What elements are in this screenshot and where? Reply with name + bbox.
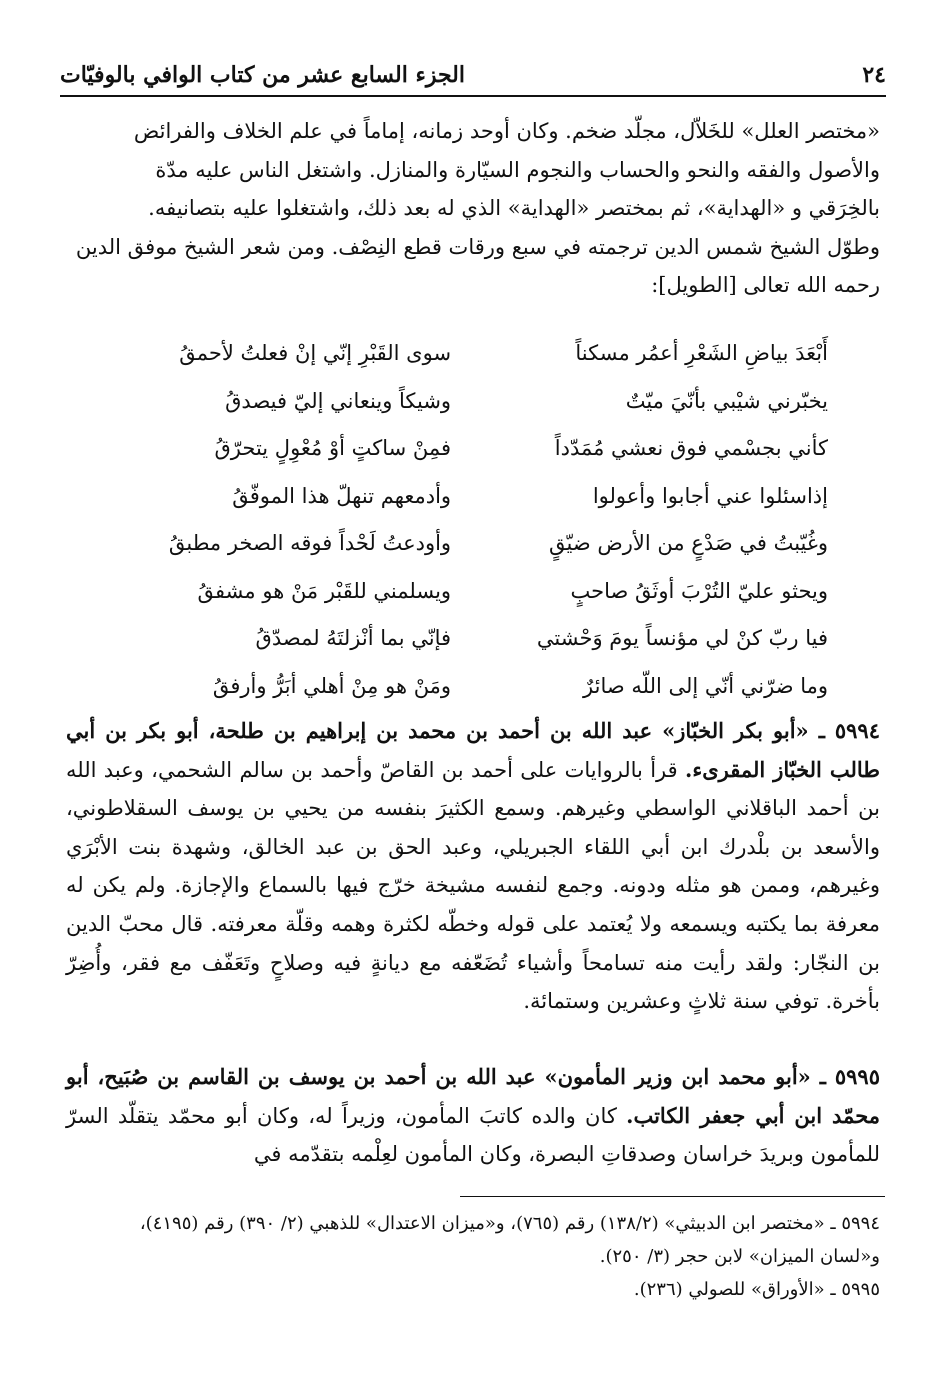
verse-second-hemistich: ويسلمني للقَبْر مَنْ هو مشفقُ [197,578,452,603]
verse-first-hemistich: فيا ربّ كنْ لي مؤنساً يومَ وَحْشتي [536,626,828,650]
verse-first-hemistich: وغُيّبتُ في صَدْعٍ من الأرض ضيّقٍ [549,531,828,555]
verse-second-hemistich: سوى القَبْرِ إنّي إنْ فعلتُ لأحمقُ [179,341,452,365]
entry-5994 [66,712,880,1021]
verse [130,520,828,568]
page-number: ٢٤ [862,62,886,88]
entry-body: كان والده كاتبَ المأمون، وزيراً له، وكان أبو محمّد يتقلّد السرّ للمأمون وبريدَ خراسان وصدقاتِ البصرة، وكان المأمون لعِلْمه بتقدّمه في [66,1103,880,1167]
verse-first-hemistich: كأني بجسْمي فوق نعشي مُمَدّداً [554,436,828,460]
footnote-line: ٥٩٩٥ ـ «الأوراق» للصولي (٢٣٦). [633,1279,880,1300]
footnote-line: ٥٩٩٤ ـ «مختصر ابن الدبيثي» (١٣٨/٢) رقم (٧٦٥)، و«ميزان الاعتدال» للذهبي (٢/ ٣٩٠) رقم (٤١٩٥)، [139,1213,880,1234]
entry-5995 [66,1058,880,1174]
footnote-line: و«لسان الميزان» لابن حجر (٣/ ٢٥٠). [599,1246,880,1267]
entry-heading: ٥٩٩٥ ـ «أبو محمد ابن وزير المأمون» عبد الله بن أحمد بن يوسف بن القاسم بن صُبَيح، أبو محمّد ابن أبي جعفر الكاتب. [66,1064,880,1128]
verse-first-hemistich: ويحثو عليّ التُرْبَ أوثَقُ صاحبٍ [570,578,828,603]
intro-line: والأصول والفقه والنحو والحساب والنجوم السيّارة والمنازل. واشتغل الناس عليه مدّة [155,157,880,182]
entry-body: قرأ بالروايات على أحمد بن القاصّ وأحمد بن سالم الشحمي، وعبد الله بن أحمد الباقلاني الواسطي وغيرهم. وسمع الكثيرَ بنفسه من يحيي بن يوسف السقلاطوني، والأسعد بن بلْدرك ابن أبي اللقاء الجبريلي، وعبد الحق بن عبد الخالق، وشهدة بنت الأبْرَي وغيرهم، وممن هو مثله ودونه. وجمع لنفسه مشيخة خرّج فيها بالسماع والإجازة. ولم يكن له معرفة بما يكتبه ويسمعه ولا يُعتمد على قوله وخطّه لكثرة وهمه وقلّة معرفته. قال محبّ الدين بن النجّار: ولقد رأيت منه تسامحاً وأشياء تُضَعّفه مع ديانةٍ فيه وصلاحٍ وتَعَفّف مع فقر، وأُضِرّ بأخرة. توفي سنة ثلاثٍ وعشرين وستمائة. [66,757,880,1014]
verse-second-hemistich: وشيكاً وينعاني إليّ فيصدقُ [225,388,452,413]
verse-second-hemistich: ومَنْ هو مِنْ أهلي أبَرُّ وأرفقُ [212,673,452,698]
verse-first-hemistich: وما ضرّني أنّي إلى اللّه صائرٌ [583,673,828,698]
running-title: الجزء السابع عشر من كتاب الوافي بالوفيّات [60,62,465,88]
entry-heading: ٥٩٩٤ ـ «أبو بكر الخبّاز» عبد الله بن أحمد بن محمد بن إبراهيم بن طلحة، أبو بكر بن أبي طالب الخبّاز المقرىء. [66,718,880,782]
verse-second-hemistich: فإنّي بما أنْزلتَهُ لمصدّقُ [255,626,452,650]
poem [130,330,828,710]
verse-first-hemistich: إذاسئلوا عني أجابوا وأعولوا [592,483,828,508]
verse [130,473,828,521]
intro-line: «مختصر العلل» للخَلاّل، مجلّد ضخم. وكان أوحد زمانه، إماماً في علم الخلاف والفرائض [133,119,880,143]
verse [130,425,828,473]
footnotes [66,1207,880,1306]
verse [130,568,828,616]
verse-second-hemistich: وأودعتُ لَحْداً فوقه الصخر مطبقُ [168,531,452,555]
verse [130,615,828,663]
verse-first-hemistich: يخبّرني شيْبي بأنّيَ ميّتٌ [625,388,828,413]
verse-first-hemistich: أَبْعَدَ بياضِ الشَعْرِ أعمُر مسكناً [575,341,828,365]
intro-line: رحمه الله تعالى [الطويل]: [651,273,880,297]
header-divider [60,95,886,97]
intro-line: بالخِرَقي و «الهداية»، ثم بمختصر «الهداية» الذي له بعد ذلك، واشتغلوا عليه بتصانيفه. [148,196,880,220]
intro-line: وطوّل الشيخ شمس الدين ترجمته في سبع ورقات قطع النِصْف. ومن شعر الشيخ موفق الدين [75,234,880,259]
verse [130,378,828,426]
verse-second-hemistich: فمِنْ ساكتٍ أوْ مُعْوِلٍ يتحرّقُ [214,436,452,460]
intro-paragraph [66,112,880,305]
verse-second-hemistich: وأدمعهم تنهلّ هذا الموفّقُ [232,483,452,508]
verse [130,330,828,378]
page-header [60,48,886,88]
verse [130,663,828,711]
footnote-divider [460,1196,885,1197]
